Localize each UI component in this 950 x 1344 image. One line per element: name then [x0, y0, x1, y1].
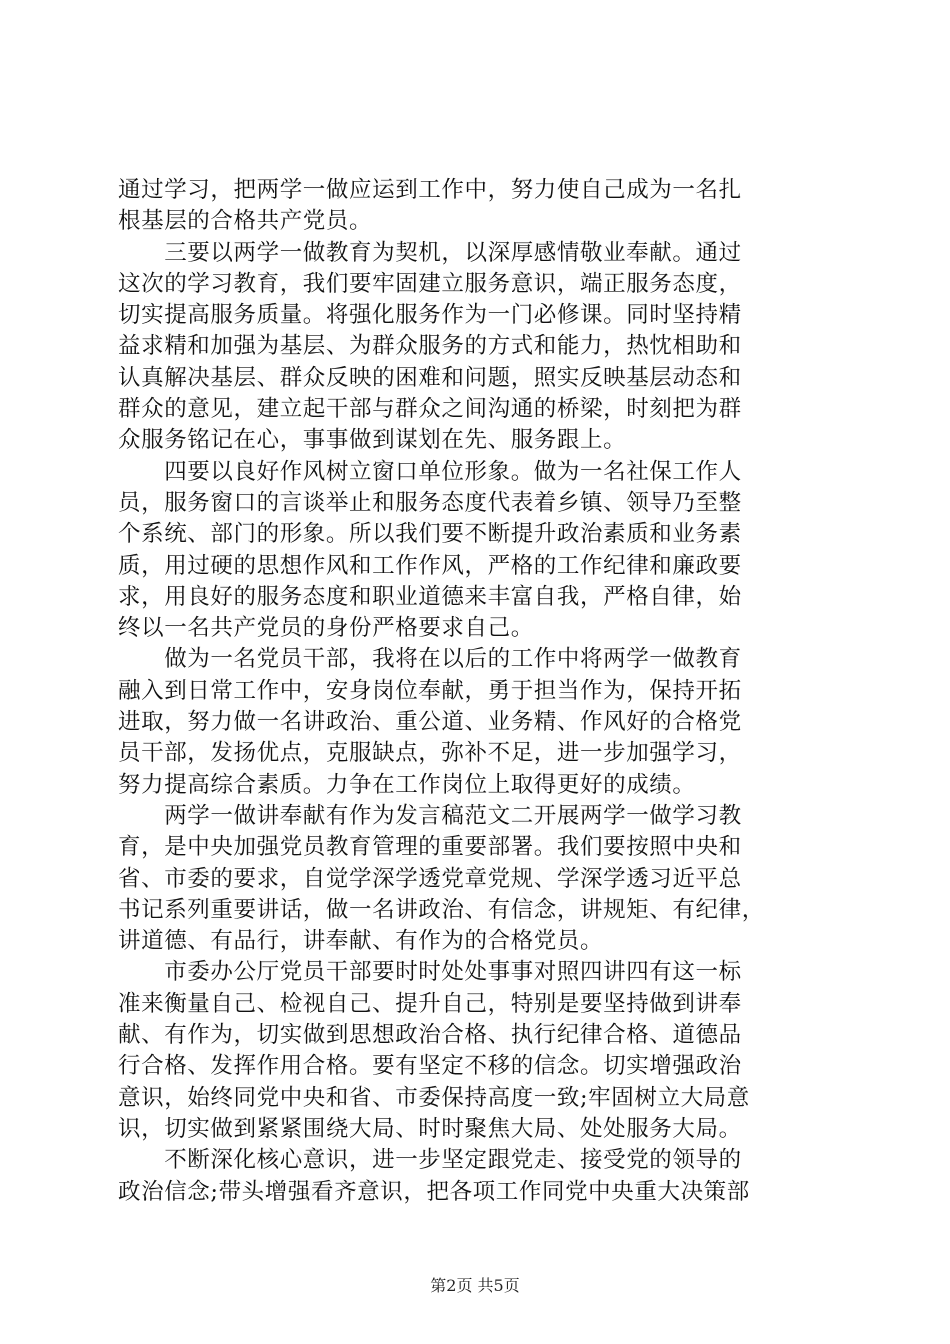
text-line: 献、有作为，切实做到思想政治合格、执行纪律合格、道德品: [118, 1022, 742, 1049]
text-line: 众服务铭记在心，事事做到谋划在先、服务跟上。: [118, 427, 627, 454]
text-line: 两学一做讲奉献有作为发言稿范文二开展两学一做学习教: [118, 802, 742, 829]
text-line: 质，用过硬的思想作风和工作作风，严格的工作纪律和廉政要: [118, 552, 742, 579]
page-footer: 第2页 共5页: [430, 1276, 520, 1295]
text-line: 不断深化核心意识，进一步坚定跟党走、接受党的领导的: [118, 1147, 742, 1174]
text-line: 育，是中央加强党员教育管理的重要部署。我们要按照中央和: [118, 834, 742, 861]
text-line: 识，切实做到紧紧围绕大局、时时聚焦大局、处处服务大局。: [118, 1115, 742, 1142]
text-line: 三要以两学一做教育为契机，以深厚感情敬业奉献。通过: [118, 239, 742, 266]
text-line: 讲道德、有品行，讲奉献、有作为的合格党员。: [118, 928, 604, 955]
text-line: 行合格、发挥作用合格。要有坚定不移的信念。切实增强政治: [118, 1053, 742, 1080]
text-line: 员，服务窗口的言谈举止和服务态度代表着乡镇、领导乃至整: [118, 489, 742, 516]
text-line: 政治信念;带头增强看齐意识，把各项工作同党中央重大决策部: [118, 1178, 750, 1205]
text-line: 员干部，发扬优点，克服缺点，弥补不足，进一步加强学习，: [118, 740, 742, 767]
text-line: 这次的学习教育，我们要牢固建立服务意识，端正服务态度，: [118, 270, 742, 297]
text-line: 通过学习，把两学一做应运到工作中，努力使自己成为一名扎: [118, 177, 742, 203]
text-line: 切实提高服务质量。将强化服务作为一门必修课。同时坚持精: [118, 302, 742, 329]
text-line: 省、市委的要求，自觉学深学透党章党规、学深学透习近平总: [118, 865, 742, 892]
text-line: 认真解决基层、群众反映的困难和问题，照实反映基层动态和: [118, 364, 742, 391]
text-line: 个系统、部门的形象。所以我们要不断提升政治素质和业务素: [118, 521, 742, 548]
text-line: 群众的意见，建立起干部与群众之间沟通的桥梁，时刻把为群: [118, 396, 742, 423]
text-line: 意识，始终同党中央和省、市委保持高度一致;牢固树立大局意: [118, 1084, 750, 1111]
text-line: 融入到日常工作中，安身岗位奉献，勇于担当作为，保持开拓: [118, 677, 742, 704]
body-text: [118, 175, 834, 1208]
text-line: 根基层的合格共产党员。: [118, 208, 373, 235]
text-line: 书记系列重要讲话，做一名讲政治、有信念，讲规矩、有纪律，: [118, 896, 765, 923]
text-line: 市委办公厅党员干部要时时处处事事对照四讲四有这一标: [118, 959, 742, 986]
text-line: 终以一名共产党员的身份严格要求自己。: [118, 615, 534, 642]
text-line: 进取，努力做一名讲政治、重公道、业务精、作风好的合格党: [118, 709, 742, 736]
text-line: 做为一名党员干部，我将在以后的工作中将两学一做教育: [118, 646, 742, 673]
text-line: 努力提高综合素质。力争在工作岗位上取得更好的成绩。: [118, 771, 696, 798]
text-line: 求，用良好的服务态度和职业道德来丰富自我，严格自律，始: [118, 583, 742, 610]
text-line: 准来衡量自己、检视自己、提升自己，特别是要坚持做到讲奉: [118, 990, 742, 1017]
text-line: 四要以良好作风树立窗口单位形象。做为一名社保工作人: [118, 458, 742, 485]
text-line: 益求精和加强为基层、为群众服务的方式和能力，热忱相助和: [118, 333, 742, 360]
